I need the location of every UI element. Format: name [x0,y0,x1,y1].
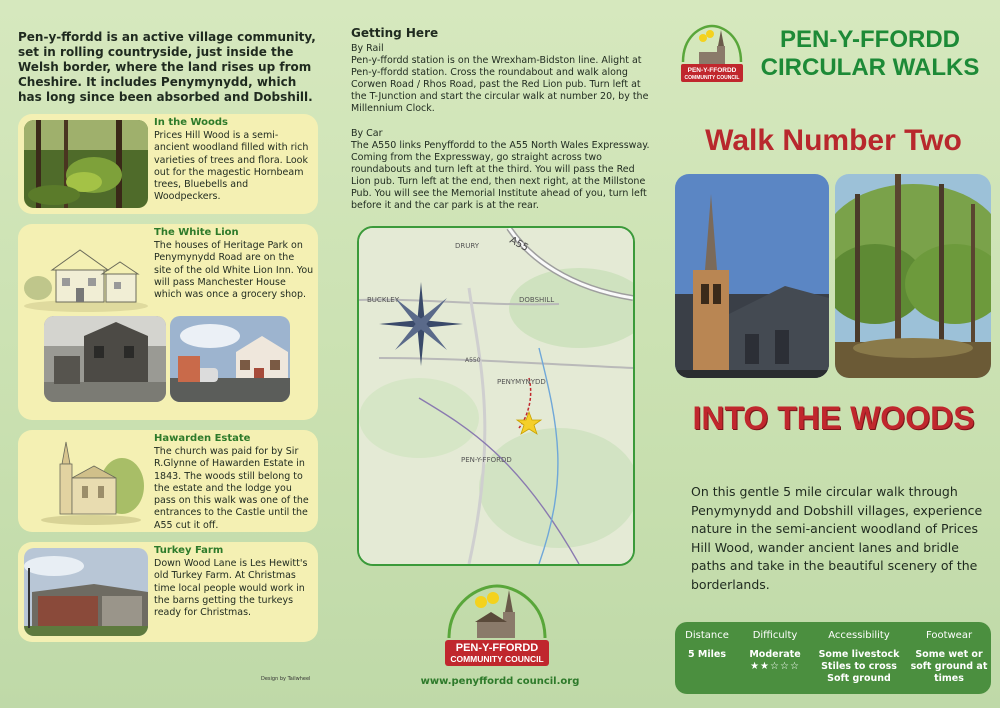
church-photo [675,174,829,378]
modern-street-photo [170,316,290,402]
walk-number: Walk Number Two [705,124,962,157]
walk-title: INTO THE WOODS [692,400,975,436]
distance-label: Distance [685,630,729,641]
brand-logo [677,22,747,84]
difficulty-stars-icon: ★★☆☆☆ [750,661,800,672]
community-council-logo [439,582,555,668]
distance-value: 5 Miles [688,649,726,660]
designer-credit: Design by Tailwheel [261,676,311,682]
logo-line2: COMMUNITY COUNCIL [684,75,740,81]
card-title: In the Woods [154,117,229,128]
difficulty-value: Moderate [749,649,801,660]
logo-line2: COMMUNITY COUNCIL [450,654,544,664]
woods-photo [24,120,148,208]
stat-distance [675,630,739,661]
brand-line2: CIRCULAR WALKS [760,54,980,81]
white-lion-sketch [22,240,150,314]
footwear-value: Some wet or soft ground at times [910,649,988,684]
stat-footwear [907,630,991,685]
old-street-photo [44,316,166,402]
map-label-drury: DRURY [455,242,480,250]
stat-difficulty [739,630,811,672]
card-hawarden-estate [18,430,318,532]
card-text: The houses of Heritage Park on Penymynydd Road are on the site of the old White Lion Inn. You will pass Manchester House which was once a grocery shop. [154,240,314,301]
left-panel [0,0,333,708]
walk-description: On this gentle 5 mile circular walk through Penymynydd and Dobshill villages, experience nature in the semi-ancient woodland of Prices Hill Wood, wander ancient lanes and bridle paths and take in the beautiful scenery of the borderlands. [691,484,983,592]
brand-line1: PEN-Y-FFORDD [780,26,960,53]
map-label-a550: A550 [465,357,481,364]
getting-here-title: Getting Here [351,26,439,40]
logo-line1: PEN-Y-FFORDD [455,642,539,654]
footwear-label: Footwear [925,630,973,641]
farm-photo [24,548,148,636]
card-title: Turkey Farm [154,545,224,556]
forest-photo [835,174,991,378]
map-label-buckley: BUCKLEY [367,296,400,304]
difficulty-label: Difficulty [752,630,798,641]
brand-title [750,26,990,82]
card-text: The church was paid for by Sir R.Glynne of Hawarden Estate in 1843. The woods still belong to the estate and the lodge you pass on this walk was one of the entrances to the Castle until the A55 cut it off. [154,446,309,531]
white-lion-photos [44,316,290,402]
middle-panel [261,0,667,708]
walk-stats [675,622,991,694]
stat-accessibility [811,630,907,685]
logo-line1: PEN-Y-FFORDD [687,67,737,74]
card-title: The White Lion [154,227,239,238]
rail-text: Pen-y-ffordd station is on the Wrexham-Bidston line. Alight at Pen-y-ffordd station. Cross the roundabout and walk along Corwen Road / Rhos Road, past the Red Lion pub. Turn left at the T-Junction and start the circular walk at number 20, by the Millennium Clock. [351,55,649,114]
route-map[interactable] [357,226,635,566]
map-label-a55: A55 [507,234,531,254]
rail-heading: By Rail [351,43,384,54]
map-label-dobshill: DOBSHILL [519,296,555,304]
card-text: Prices Hill Wood is a semi-ancient woodland filled with rich varieties of trees and flora. Look out for the magestic Hornbeam trees, Bluebells and Woodpeckers. [154,130,309,203]
accessibility-label: Accessibility [828,630,890,641]
card-title: Hawarden Estate [154,433,251,444]
card-turkey-farm [18,542,318,642]
intro-text: Pen-y-ffordd is an active village community, set in rolling countryside, just inside the Welsh border, where the land rises up from Cheshire. It includes Penymynydd, which has long since been absorbed and Dobshill. [18,30,316,104]
car-text: The A550 links Penyffordd to the A55 North Wales Expressway. Coming from the Expressway, go straight across two roundabouts and turn left at the third. You will pass the Red Lion pub. Turn left at the end, then next right, at the Millstone Pub. You will see the Memorial Institute ahead of you, turn left before it and the car park is at the rear. [351,140,650,211]
accessibility-value: Some livestock Stiles to cross Soft ground [818,649,900,684]
card-text: Down Wood Lane is Les Hewitt's old Turkey Farm. At Christmas time local people would work in the barns getting the turkeys ready for Christmas. [154,558,308,619]
website-link[interactable]: www.penyffordd council.org [420,676,580,687]
car-heading: By Car [351,128,383,139]
card-in-the-woods [18,114,318,214]
map-label-penyffordd: PEN-Y-FFORDD [461,456,512,464]
church-sketch [36,434,146,528]
map-label-penymynydd: PENYMYNYDD [497,378,546,386]
right-panel [667,0,1000,708]
